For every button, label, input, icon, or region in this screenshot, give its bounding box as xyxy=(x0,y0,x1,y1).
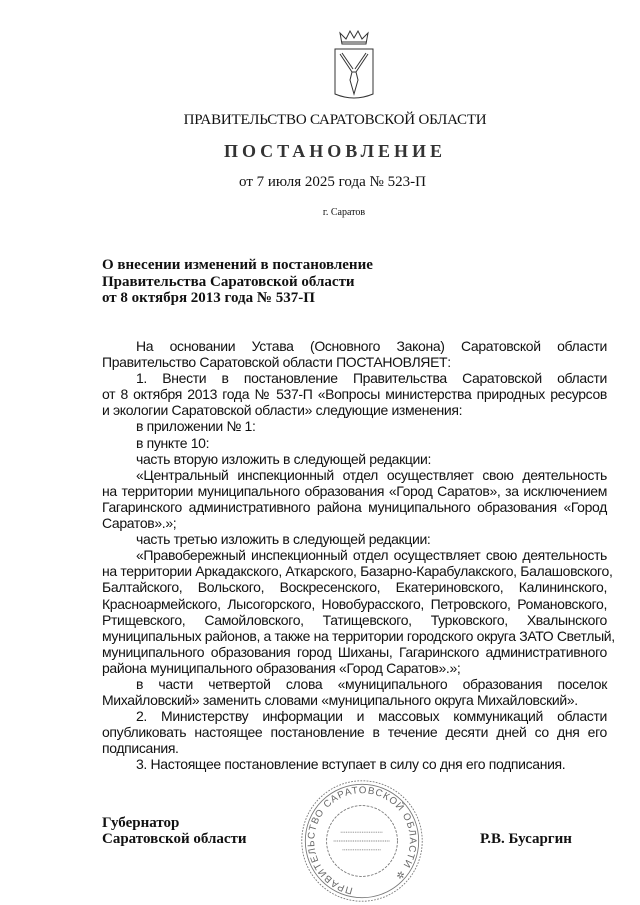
body-line: от 8 октября 2013 года № 537-П «Вопросы министерства природных ресурсов xyxy=(102,386,607,403)
government-name: ПРАВИТЕЛЬСТВО САРАТОВСКОЙ ОБЛАСТИ xyxy=(183,112,487,128)
body-line: «Центральный инспекционный отдел осуществляет свою деятельность xyxy=(136,466,607,483)
document-date-number: от 7 июля 2025 года № 523-П xyxy=(239,174,426,190)
title-line: Правительства Саратовской области xyxy=(102,273,355,290)
body-line: «Правобережный инспекционный отдел осуществляет свою деятельность xyxy=(136,547,607,564)
body-line: Балтайского, Вольского, Воскресенского, Екатериновского, Калининского, xyxy=(102,579,607,596)
body-line: в части четвертой слова «муниципального образования поселок xyxy=(136,675,607,692)
body-line: в приложении № 1: xyxy=(136,418,256,435)
body-line: На основании Устава (Основного Закона) Саратовской области xyxy=(136,338,607,354)
body-line: подписания. xyxy=(102,740,179,757)
body-line: опубликовать настоящее постановление в течение десяти дней со дня его xyxy=(102,724,607,741)
body-line: Саратов».»; xyxy=(102,515,177,532)
coat-of-arms-icon xyxy=(330,28,378,102)
body-line: Гагаринского административного района муниципального образования «Город xyxy=(102,498,607,515)
body-line: 1. Внести в постановление Правительства Саратовской области xyxy=(136,370,607,387)
position-line: Губернатор xyxy=(102,815,180,831)
document-city: г. Саратов xyxy=(322,207,366,218)
title-line: О внесении изменений в постановление xyxy=(102,257,373,273)
body-line: Михайловский» заменить словами «муниципального округа Михайловский». xyxy=(102,692,578,709)
document-body xyxy=(102,338,615,773)
body-line: и экологии Саратовской области» следующие изменения: xyxy=(102,402,463,419)
seal-ring-text: ПРАВИТЕЛЬСТВО САРАТОВСКОЙ ОБЛАСТИ ✲ xyxy=(306,785,418,896)
body-line: Ртищевского, Самойловского, Татищевского, Турковского, Хвалынского xyxy=(102,611,607,628)
body-line: муниципального образования город Шиханы, Гагаринского административного xyxy=(102,643,607,660)
body-line: часть третью изложить в следующей редакции: xyxy=(136,531,431,548)
official-seal-icon xyxy=(300,779,424,903)
body-line: района муниципального образования «Город Саратов».»; xyxy=(102,659,461,676)
signatory-name: Р.В. Бусаргин xyxy=(480,831,572,847)
svg-text:ПРАВИТЕЛЬСТВО САРАТОВСКОЙ ОБЛА xyxy=(306,785,418,896)
position-line: Саратовской области xyxy=(102,831,247,847)
body-line: муниципальных районов, а также на территории городского округа ЗАТО Светлый, xyxy=(102,627,615,644)
body-line: 2. Министерству информации и массовых коммуникаций области xyxy=(136,708,607,725)
signatory-position xyxy=(102,815,247,847)
body-line: в пункте 10: xyxy=(136,434,210,451)
title-line: от 8 октября 2013 года № 537-П xyxy=(102,290,315,306)
document-type: ПОСТАНОВЛЕНИЕ xyxy=(223,141,447,161)
body-line: часть вторую изложить в следующей редакции: xyxy=(136,450,432,467)
body-line: Красноармейского, Лысогорского, Новобурасского, Петровского, Романовского, xyxy=(102,595,607,612)
body-line: на территории муниципального образования «Город Саратов», за исключением xyxy=(102,482,607,499)
body-line: Правительство Саратовской области ПОСТАНОВЛЯЕТ: xyxy=(102,354,451,371)
document-title xyxy=(102,257,373,307)
body-line: на территории Аркадакского, Аткарского, Базарно-Карабулакского, Балашовского, xyxy=(102,563,613,580)
body-line: 3. Настоящее постановление вступает в силу со дня его подписания. xyxy=(136,756,566,773)
